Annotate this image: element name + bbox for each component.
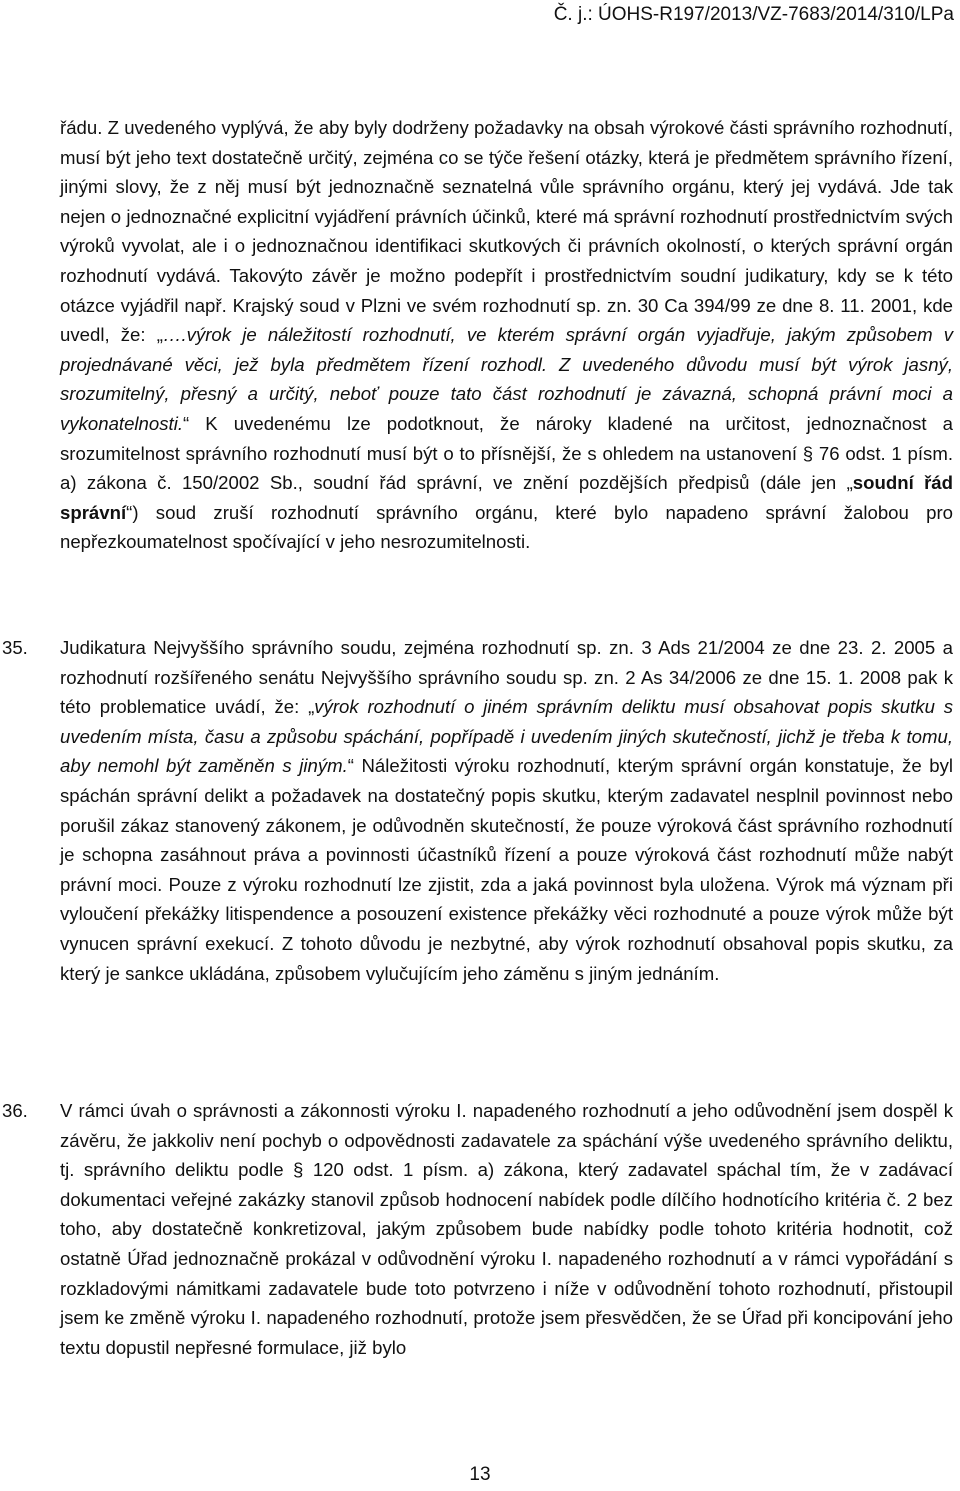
paragraph-continued-text-3: “) soud zruší rozhodnutí správního orgánu, které bylo napadeno správní žalobou pro nepřezkoumatelnost spočívající v jeho nesrozumitelnosti. bbox=[60, 501, 953, 553]
paragraph-continued-text: řádu. Z uvedeného vyplývá, že aby byly dodrženy požadavky na obsah výrokové části správního rozhodnutí, musí být jeho text dostatečně určitý, zejména co se týče řešení otázky, která je předmětem správního řízení, jinými slovy, že z něj musí být jednoznačně seznatelná vůle správního orgánu, který jej vydává. Jde tak nejen o jednoznačné explicitní vyjádření právních účinků, které má správní rozhodnutí prostřednictvím svých výroků vyvolat, ale i o jednoznačnou identifikaci skutkových či právních okolností, o kterých správní orgán rozhodnutí vydává. Takovýto závěr je možno podepřít i prostřednictvím soudní judikatury, kdy se k této otázce vyjádřil např. Krajský soud v Plzni ve svém rozhodnutí sp. zn. 30 Ca 394/99 ze dne 8. 11. 2001, kde uvedl, že: „ bbox=[60, 117, 953, 346]
defined-term: soudní řád správní bbox=[60, 472, 954, 523]
court-quote: ….výrok je náležitostí rozhodnutí, ve kterém správní orgán vyjadřuje, jakým způsobem v projednávané věci, jež byla předmětem řízení rozhodl. Z uvedeného důvodu musí být výrok jasný, srozumitelný, přesný a určitý, neboť pouze tato část rozhodnutí je závazná, schopná právní moci a vykonatelnosti. bbox=[60, 324, 953, 434]
paragraph-36 bbox=[60, 1096, 953, 1362]
paragraph-continued bbox=[60, 113, 953, 557]
paragraph-number-36: 36. bbox=[2, 1100, 28, 1121]
paragraph-number-35: 35. bbox=[2, 637, 28, 658]
paragraph-35 bbox=[60, 633, 953, 988]
paragraph-36-text: V rámci úvah o správnosti a zákonnosti výroku I. napadeného rozhodnutí a jeho odůvodnění jsem dospěl k závěru, že jakkoliv není pochyb o odpovědnosti zadavatele za spáchání výše uvedeného správního deliktu, tj. správního deliktu podle § 120 odst. 1 písm. a) zákona, který zadavatel spáchal tím, že v zadávací dokumentaci veřejné zakázky stanovil způsob hodnocení nabídek podle dílčího hodnotícího kritéria č. 2 bez toho, aby dostatečně konkretizoval, jakým způsobem bude nabídky podle tohoto kritéria hodnotit, což ostatně Úřad jednoznačně prokázal v odůvodnění výroku I. napadeného rozhodnutí a v rámci vypořádání s rozkladovými námitkami zadavatele bude toto potvrzeno i níže v odůvodnění tohoto rozhodnutí, přistoupil jsem ke změně výroku I. napadeného rozhodnutí, protože jsem přesvědčen, že se Úřad při koncipování jeho textu dopustil nepřesné formulace, již bylo bbox=[60, 1100, 953, 1358]
judgment-quote: výrok rozhodnutí o jiném správním deliktu musí obsahovat popis skutku s uvedením místa, času a způsobu spáchání, popřípadě i uvedením jiných skutečností, jichž je třeba k tomu, aby nemohl být zaměněn s jiným. bbox=[60, 696, 953, 777]
paragraph-35-intro: Judikatura Nejvyššího správního soudu, zejména rozhodnutí sp. zn. 3 Ads 21/2004 ze dne 23. 2. 2005 a rozhodnutí rozšířeného senátu Nejvyššího správního soudu sp. zn. 2 As 34/2006 ze dne 15. 1. 2008 pak k této problematice uvádí, že: „ bbox=[60, 637, 953, 718]
paragraph-continued-text-2: “ K uvedenému lze podotknout, že nároky kladené na určitost, jednoznačnost a srozumitelnost správního rozhodnutí musí být o to přísnější, že s ohledem na ustanovení § 76 odst. 1 písm. a) zákona č. 150/2002 Sb., soudní řád správní, ve znění pozdějších předpisů (dále jen „ bbox=[60, 412, 953, 494]
document-reference-number: Č. j.: ÚOHS-R197/2013/VZ-7683/2014/310/LPa bbox=[553, 4, 954, 25]
page-number: 13 bbox=[469, 1464, 491, 1485]
paragraph-35-body: “ Náležitosti výroku rozhodnutí, kterým správní orgán konstatuje, že byl spáchán správní delikt a požadavek na dostatečný popis skutku, kterým zadavatel nesplnil povinnost nebo porušil zákaz stanovený zákonem, je odůvodněn skutečností, že pouze výroková část správního rozhodnutí je schopna zasáhnout práva a povinnosti účastníků řízení a pouze výroková část rozhodnutí může nabýt právní moci. Pouze z výroku rozhodnutí lze zjistit, zda a jaká povinnost byla uložena. Výrok má význam při vyloučení překážky litispendence a posouzení existence překážky věci rozhodnuté a pouze výrok může být vynucen správní exekucí. Z tohoto důvodu je nezbytné, aby výrok rozhodnutí obsahoval popis skutku, za který je sankce ukládána, způsobem vylučujícím jeho záměnu s jiným jednáním. bbox=[60, 755, 953, 984]
